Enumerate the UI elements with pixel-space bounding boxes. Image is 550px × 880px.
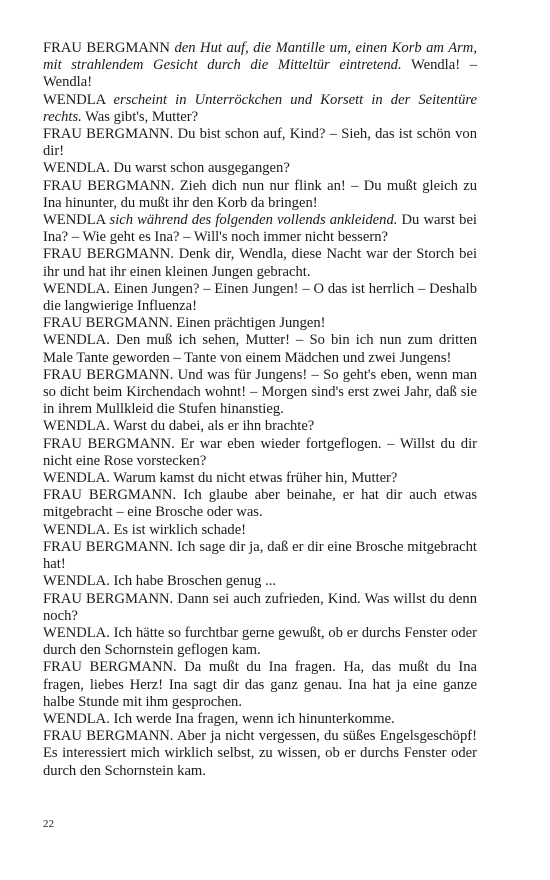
dialogue-run: Was gibt's, Mutter?: [81, 108, 199, 125]
stage-direction: den Hut auf, die Mantille um, einen Korb am Arm, mit strahlendem Gesicht durch die Mitteltür eintretend.: [43, 40, 477, 74]
dialogue-run: FRAU BERGMANN. Denk dir, Wendla, diese Nacht war der Storch bei ihr und hat ihr einen kleinen Jungen gebracht.: [43, 246, 477, 280]
dialogue-line: [43, 573, 477, 590]
dialogue-run: FRAU BERGMANN. Zieh dich nun nur flink an! – Du mußt gleich zu Ina hinunter, du mußt ihr den Korb da bringen!: [43, 177, 477, 211]
dialogue-line: [43, 92, 477, 126]
dialogue-run: WENDLA. Ich werde Ina fragen, wenn ich hinunterkomme.: [43, 710, 395, 727]
dialogue-run: WENDLA. Warst du dabei, als er ihn brachte?: [43, 418, 315, 435]
dialogue-run: FRAU BERGMANN. Er war eben wieder fortgeflogen. – Willst du dir nicht eine Rose vorstecken?: [43, 435, 477, 469]
dialogue-line: [43, 178, 477, 212]
stage-direction: erscheint in Unterröckchen und Korsett in der Seitentüre rechts.: [43, 91, 477, 125]
dialogue-line: [43, 436, 477, 470]
dialogue-run: FRAU BERGMANN: [43, 40, 175, 56]
dialogue-line: [43, 332, 477, 366]
dialogue-run: WENDLA. Warum kamst du nicht etwas früher hin, Mutter?: [43, 470, 398, 487]
dialogue-line: [43, 40, 477, 92]
dialogue-line: [43, 160, 477, 177]
dialogue-run: WENDLA. Den muß ich sehen, Mutter! – So bin ich nun zum dritten Male Tante geworden – Tante von einem Mädchen und zwei Jungens!: [43, 332, 477, 366]
dialogue-line: [43, 522, 477, 539]
dialogue-run: FRAU BERGMANN. Ich sage dir ja, daß er dir eine Brosche mitgebracht hat!: [43, 538, 477, 573]
dialogue-line: [43, 246, 477, 280]
dialogue-line: [43, 487, 477, 521]
dialogue-line: [43, 591, 477, 625]
page-number: 22: [43, 818, 54, 830]
dialogue-run: WENDLA: [43, 91, 114, 108]
dialogue-run: FRAU BERGMANN. Dann sei auch zufrieden, Kind. Was willst du denn noch?: [43, 590, 477, 624]
dialogue-line: [43, 659, 477, 711]
dialogue-line: [43, 711, 477, 728]
dialogue-run: FRAU BERGMANN. Einen prächtigen Jungen!: [43, 315, 326, 332]
dialogue-line: [43, 470, 477, 487]
dialogue-run: FRAU BERGMANN. Du bist schon auf, Kind? – Sieh, das ist schön von dir!: [43, 126, 477, 160]
dialogue-line: [43, 418, 477, 435]
dialogue-run: WENDLA: [43, 212, 110, 229]
dialogue-run: WENDLA. Einen Jungen? – Einen Jungen! – O das ist herrlich – Deshalb die langwierige Influenza!: [43, 280, 477, 315]
dialogue-line: [43, 728, 477, 780]
dialogue-line: [43, 212, 477, 246]
dialogue-run: WENDLA. Ich hätte so furchtbar gerne gewußt, ob er durchs Fenster oder durch den Schornstein geflogen kam.: [43, 624, 477, 659]
stage-direction: sich während des folgenden vollends ankleidend.: [109, 212, 398, 229]
dialogue-line: [43, 625, 477, 659]
dialogue-run: WENDLA. Du warst schon ausgegangen?: [43, 160, 290, 177]
dialogue-line: [43, 281, 477, 315]
dialogue-run: FRAU BERGMANN. Ich glaube aber beinahe, er hat dir auch etwas mitgebracht – eine Brosche oder was.: [43, 487, 477, 521]
dialogue-run: WENDLA. Es ist wirklich schade!: [43, 521, 247, 538]
dialogue-text: [43, 40, 477, 780]
dialogue-line: [43, 315, 477, 332]
dialogue-run: Wendla! – Wendla!: [43, 57, 477, 91]
dialogue-run: WENDLA. Ich habe Broschen genug ...: [43, 573, 277, 590]
dialogue-run: FRAU BERGMANN. Da mußt du Ina fragen. Ha, das mußt du Ina fragen, liebes Herz! Ina sagt dir das ganz genau. Ina hat ja eine ganze halbe Stunde mit ihm gesprochen.: [43, 659, 477, 710]
dialogue-run: FRAU BERGMANN. Aber ja nicht vergessen, du süßes Engelsgeschöpf! Es interessiert mich wirklich selbst, zu wissen, ob er durchs Fenster oder durch den Schornstein kam.: [43, 728, 477, 779]
dialogue-run: Du warst bei Ina? – Wie geht es Ina? – Will's noch immer nicht bessern?: [43, 212, 477, 246]
dialogue-line: [43, 539, 477, 573]
dialogue-line: [43, 367, 477, 419]
dialogue-line: [43, 126, 477, 160]
dialogue-run: FRAU BERGMANN. Und was für Jungens! – So geht's eben, wenn man so dicht beim Kirchendach wohnt! – Morgen sind's erst zwei Jahr, daß sie in ihrem Mullkleid die Stufen hinanstieg.: [43, 366, 477, 418]
